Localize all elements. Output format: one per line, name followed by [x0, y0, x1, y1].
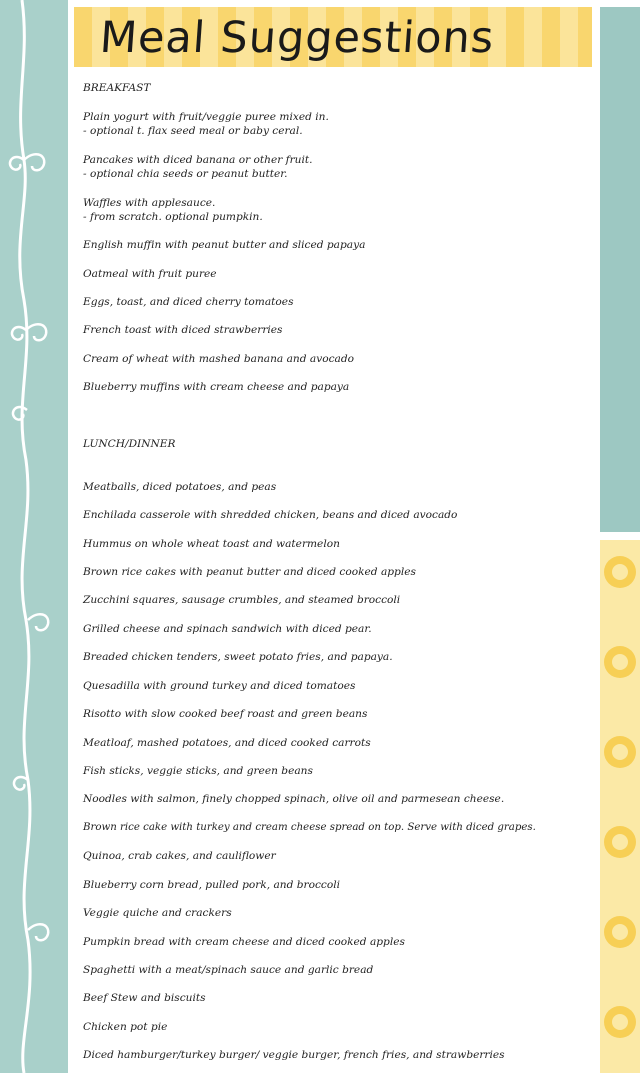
page-title: Meal Suggestions: [98, 13, 497, 63]
right-yellow-flower-panel: [600, 540, 640, 1073]
list-item: Noodles with salmon, finely chopped spinach, olive oil and parmesean cheese.: [83, 793, 505, 805]
list-item: Plain yogurt with fruit/veggie puree mixed in.: [83, 111, 329, 123]
list-item: Veggie quiche and crackers: [83, 907, 232, 919]
list-item-note: - from scratch. optional pumpkin.: [83, 211, 263, 223]
list-item: Risotto with slow cooked beef roast and green beans: [83, 708, 368, 720]
list-item: English muffin with peanut butter and sliced papaya: [83, 239, 366, 251]
list-item: Hummus on whole wheat toast and watermelon: [83, 538, 340, 550]
list-item: Spaghetti with a meat/spinach sauce and garlic bread: [83, 964, 374, 976]
list-item-note: - optional chia seeds or peanut butter.: [83, 168, 288, 180]
list-item: Grilled cheese and spinach sandwich with diced pear.: [83, 623, 372, 635]
flower-pattern-decoration: [600, 540, 640, 1073]
list-item: Chicken pot pie: [83, 1021, 168, 1033]
list-item: Zucchini squares, sausage crumbles, and steamed broccoli: [83, 594, 401, 606]
swirl-vine-decoration: [0, 0, 68, 1073]
list-item: Breaded chicken tenders, sweet potato fries, and papaya.: [83, 651, 393, 663]
list-item: Cream of wheat with mashed banana and avocado: [83, 353, 354, 365]
list-item: Meatballs, diced potatoes, and peas: [83, 481, 277, 493]
list-item: Brown rice cake with turkey and cream cheese spread on top. Serve with diced grapes.: [83, 822, 536, 833]
list-item: Meatloaf, mashed potatoes, and diced cooked carrots: [83, 737, 371, 749]
list-item: Brown rice cakes with peanut butter and diced cooked apples: [83, 566, 416, 578]
list-item: Enchilada casserole with shredded chicken, beans and diced avocado: [83, 509, 458, 521]
list-item: Waffles with applesauce.: [83, 197, 216, 209]
list-item: Pumpkin bread with cream cheese and diced cooked apples: [83, 936, 405, 948]
list-item: Blueberry muffins with cream cheese and papaya: [83, 381, 350, 393]
list-item: Quesadilla with ground turkey and diced tomatoes: [83, 680, 356, 692]
breakfast-heading: BREAKFAST: [83, 82, 151, 94]
list-item: Blueberry corn bread, pulled pork, and broccoli: [83, 879, 341, 891]
list-item: Eggs, toast, and diced cherry tomatoes: [83, 296, 294, 308]
list-item: Diced hamburger/turkey burger/ veggie burger, french fries, and strawberries: [83, 1049, 505, 1061]
list-item: Fish sticks, veggie sticks, and green beans: [83, 765, 313, 777]
list-item: Beef Stew and biscuits: [83, 992, 206, 1004]
list-item: Quinoa, crab cakes, and cauliflower: [83, 850, 276, 862]
lunch-dinner-heading: LUNCH/DINNER: [83, 438, 176, 450]
title-banner: [74, 7, 592, 67]
list-item-note: - optional t. flax seed meal or baby ceral.: [83, 125, 303, 137]
list-item: French toast with diced strawberries: [83, 324, 283, 336]
left-decorative-border: [0, 0, 68, 1073]
list-item: Oatmeal with fruit puree: [83, 268, 217, 280]
list-item: Pancakes with diced banana or other fruit.: [83, 154, 313, 166]
right-teal-panel: [600, 7, 640, 532]
